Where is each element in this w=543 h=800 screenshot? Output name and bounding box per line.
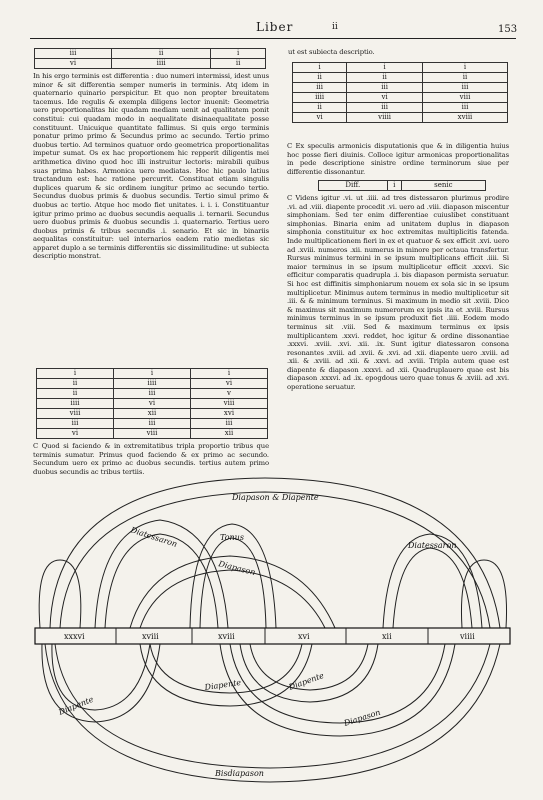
label-diapente-right: Diapente <box>287 670 326 692</box>
table-cell: xvi <box>191 409 268 419</box>
table-cell: viiii <box>347 113 423 123</box>
table-cell: viii <box>114 429 191 439</box>
page-number: 153 <box>498 24 518 35</box>
table-cell: i <box>114 369 191 379</box>
table-cell: iii <box>114 419 191 429</box>
table-cell: iii <box>37 419 114 429</box>
table-cell: iii <box>422 103 507 113</box>
label-diapason-diapente: Diapason & Diapente <box>232 493 319 502</box>
arc-bisdiapason-inner <box>55 644 490 768</box>
arc-diapente-right <box>240 644 378 702</box>
table-cell: vi <box>114 399 191 409</box>
right-intro-text: C Ex speculis armonicis disputationis que & in diligentia huius hoc posse fieri diuinis. Colloce igitur armonicas proportionalitas in pede descriptione sinistre ordine terminorum siue per differentie dissonantur. <box>287 142 509 176</box>
label-tonus: Tonus <box>220 533 244 542</box>
table-cell: iii <box>422 83 507 93</box>
bar-label-2: xviii <box>142 632 159 641</box>
bar-label-1: xxxvi <box>64 632 85 641</box>
table-cell: ii <box>37 379 114 389</box>
table-cell: senic <box>401 181 485 191</box>
table-cell: viii <box>191 399 268 409</box>
bar-label-4: xvi <box>298 632 310 641</box>
bar-label-6: viiii <box>460 632 475 641</box>
right-caption: ut est subiecta descriptio. <box>288 48 375 56</box>
arc-diapason-lower-inner <box>230 644 445 723</box>
table-cell: ii <box>293 103 347 113</box>
table-cell: iii <box>347 83 423 93</box>
running-header-title: Liber <box>256 20 294 34</box>
label-diapason-lower: Diapason <box>342 707 382 728</box>
table-cell: Diff. <box>319 181 388 191</box>
table-cell: i <box>191 369 268 379</box>
table-cell: ii <box>211 59 266 69</box>
left-column-text: In his ergo terminis est differentia : duo numeri intermissi, idest unus minor & sit differentia semper numeris in terminis. Atq idem in quaternario quinario perspicitur. Et quo non propter breuitatem tacemus. Ide regulis & exempla diligens lector inuenit: Geometria uero proportionalitas hic quadam mediam uenit ad qualitatem ponit constitui: cui quadam modo in aequalitate disinaequalitate posse constituunt. Unicuique quantitate fallimus. Si quis ergo terminis ponatur primo primo & Secundus primo ac secundo. Tertio primo duobus tertio. Ad terminos quatuor ordo geometrica proportionalitas impetur sumat. Os ex hac proportionem hic repperit diligentis mei arithmetica divino quod hoc illi instruitur lectoris: mirabili quibus suas prima habes. Armonica uero mediatas. Hoc hic paulo latius tractandum est: hac ratione percurrit. Constituat etiam singulis duplices quarum & sic ordinem iungitur primo ac secundo tertio. Secundus duobus primis & duobus secundis. Tertio simul primo & duobus ac tertio. Atque hoc modo fiet unitates. i. i. i. Constituantur igitur primo primo ac duobus secundis aequalis .i. ternarii. Secundus uero duobus primis & duobus secundis .i. quaternario. Tertius uero duobus primis & tribus secundis .i. senario. Et sic in binariis aequalitas constituitur: uel internarios eadem ratio medietas sic apparet duplo a se terminis differentiis sic dissimilitudine: ut subiecta descriptio monstrat. <box>33 72 269 261</box>
right-column-text: C Videns igitur .vi. ut .iiii. ad tres distessaron plurimus prodire .vi. ad .viii. diapente procedit .vi. uero ad .viii. diapason miscentur simphoniam. Sed ter enim differentiae cuiuslibet constituant simphonias. Binaria enim ad unitatem duplus in diapason simphonia constituitur ex hoc extremitas multiplicitis fatenda. Inde multiplicationem fieri in ex et quatuor & sex efficit .xvi. uero ad .xviii. numeros .xii. numerus in minore per octaua transfertur. Rursus minimus termini in se ipsum multiplicans efficit .iiii. Si maior terminus in se ipsum multiplicetur efficit .xxxvi. Sic efficitur comparatis quadrupla .i. bis diapason permista seruatur. Si hoc est diffinitis simphoniarum nouem ex sola sic in se ipsum multiplicetur. Minimus autem terminus in medio multiplicetur sit .iii. & & minimum terminus. Si maximum in medio sit .xviii. Dico & maximus sit maximum numerorum ex ipsis ita et .xviii. Rursus minimus terminus in se ipsum produxit fiet .iiii. Eodem modo terminus sit .viii. Sed & maximum terminus ex ipsis multiplicantem .xxvi. reddet, hoc igitur & ordine dissonantiae .xxxvi. .xviii. .xvi. .xii. .ix. Sunt igitur diatessaron consona resonantes .xviii. ad .xvii. & .xvi. ad .xii. diapente uero .xviii. ad .xii. & .xviii. ad .xii. & .xxvi. ad .xviii. Tripla autem quae est diapente & diapason .xxxvi. ad .xii. Quadruplauero quae est bis diapason .xxxvi. ad .ix. epogdous uero quae tonus & .xviii. ad .xvi. operatione seruatur. <box>287 194 509 392</box>
table-cell: iii <box>347 103 423 113</box>
number-bar <box>35 628 510 644</box>
label-diatessaron-left: Diatessaron <box>129 525 179 549</box>
table-cell: iii <box>114 389 191 399</box>
table-cell: ii <box>37 389 114 399</box>
table-cell: iiii <box>114 379 191 389</box>
table-cell: iii <box>293 83 347 93</box>
table-cell: iiii <box>111 59 210 69</box>
arc-diapente-left-inner <box>52 644 150 710</box>
label-diapente-mid: Diapente <box>204 677 242 692</box>
table-cell: viii <box>422 93 507 103</box>
table-cell: vi <box>293 113 347 123</box>
left-bottom-text: C Quod si faciendo & in extremitatibus tripla proportio tribus que terminis sumatur. Primus quod faciendo & ex primo ac secundo. Secundum uero ex primo ac duobus secundis. tertius autem primo duobus secundis ac tribus tertiis. <box>33 442 269 476</box>
label-diapason-upper: Diapason <box>217 559 257 578</box>
table-cell: i <box>422 63 507 73</box>
table-cell: xviii <box>422 113 507 123</box>
arc-diatessaron-left-inner <box>105 534 218 628</box>
bar-label-5: xii <box>382 632 392 641</box>
label-diatessaron-right: Diatessaron <box>408 541 457 550</box>
arc-loop-left <box>39 560 81 628</box>
table-cell: iiii <box>37 399 114 409</box>
label-diapente-left: Diapente <box>57 694 95 717</box>
bar-label-3: xviii <box>218 632 235 641</box>
arc-loop-right <box>461 560 506 628</box>
table-cell: iii <box>35 49 112 59</box>
table-cell: ii <box>111 49 210 59</box>
arc-bisdiapason <box>45 644 500 782</box>
running-header-signature: ii <box>332 22 338 32</box>
table-cell: ii <box>347 73 423 83</box>
table-cell: ii <box>422 73 507 83</box>
table-cell: i <box>211 49 266 59</box>
table-cell: vi <box>191 379 268 389</box>
table-cell: v <box>191 389 268 399</box>
table-cell: xii <box>114 409 191 419</box>
table-cell: i <box>387 181 401 191</box>
table-cell: ii <box>293 73 347 83</box>
table-cell: i <box>347 63 423 73</box>
label-bisdiapason: Bisdiapason <box>215 769 264 778</box>
table-cell: xii <box>191 429 268 439</box>
table-cell: vi <box>35 59 112 69</box>
table-cell: iii <box>191 419 268 429</box>
table-cell: viii <box>37 409 114 419</box>
table-cell: iiii <box>293 93 347 103</box>
arc-diatessaron-right-inner <box>393 548 472 628</box>
table-cell: i <box>37 369 114 379</box>
table-cell: vi <box>347 93 423 103</box>
table-cell: i <box>293 63 347 73</box>
table-cell: vi <box>37 429 114 439</box>
